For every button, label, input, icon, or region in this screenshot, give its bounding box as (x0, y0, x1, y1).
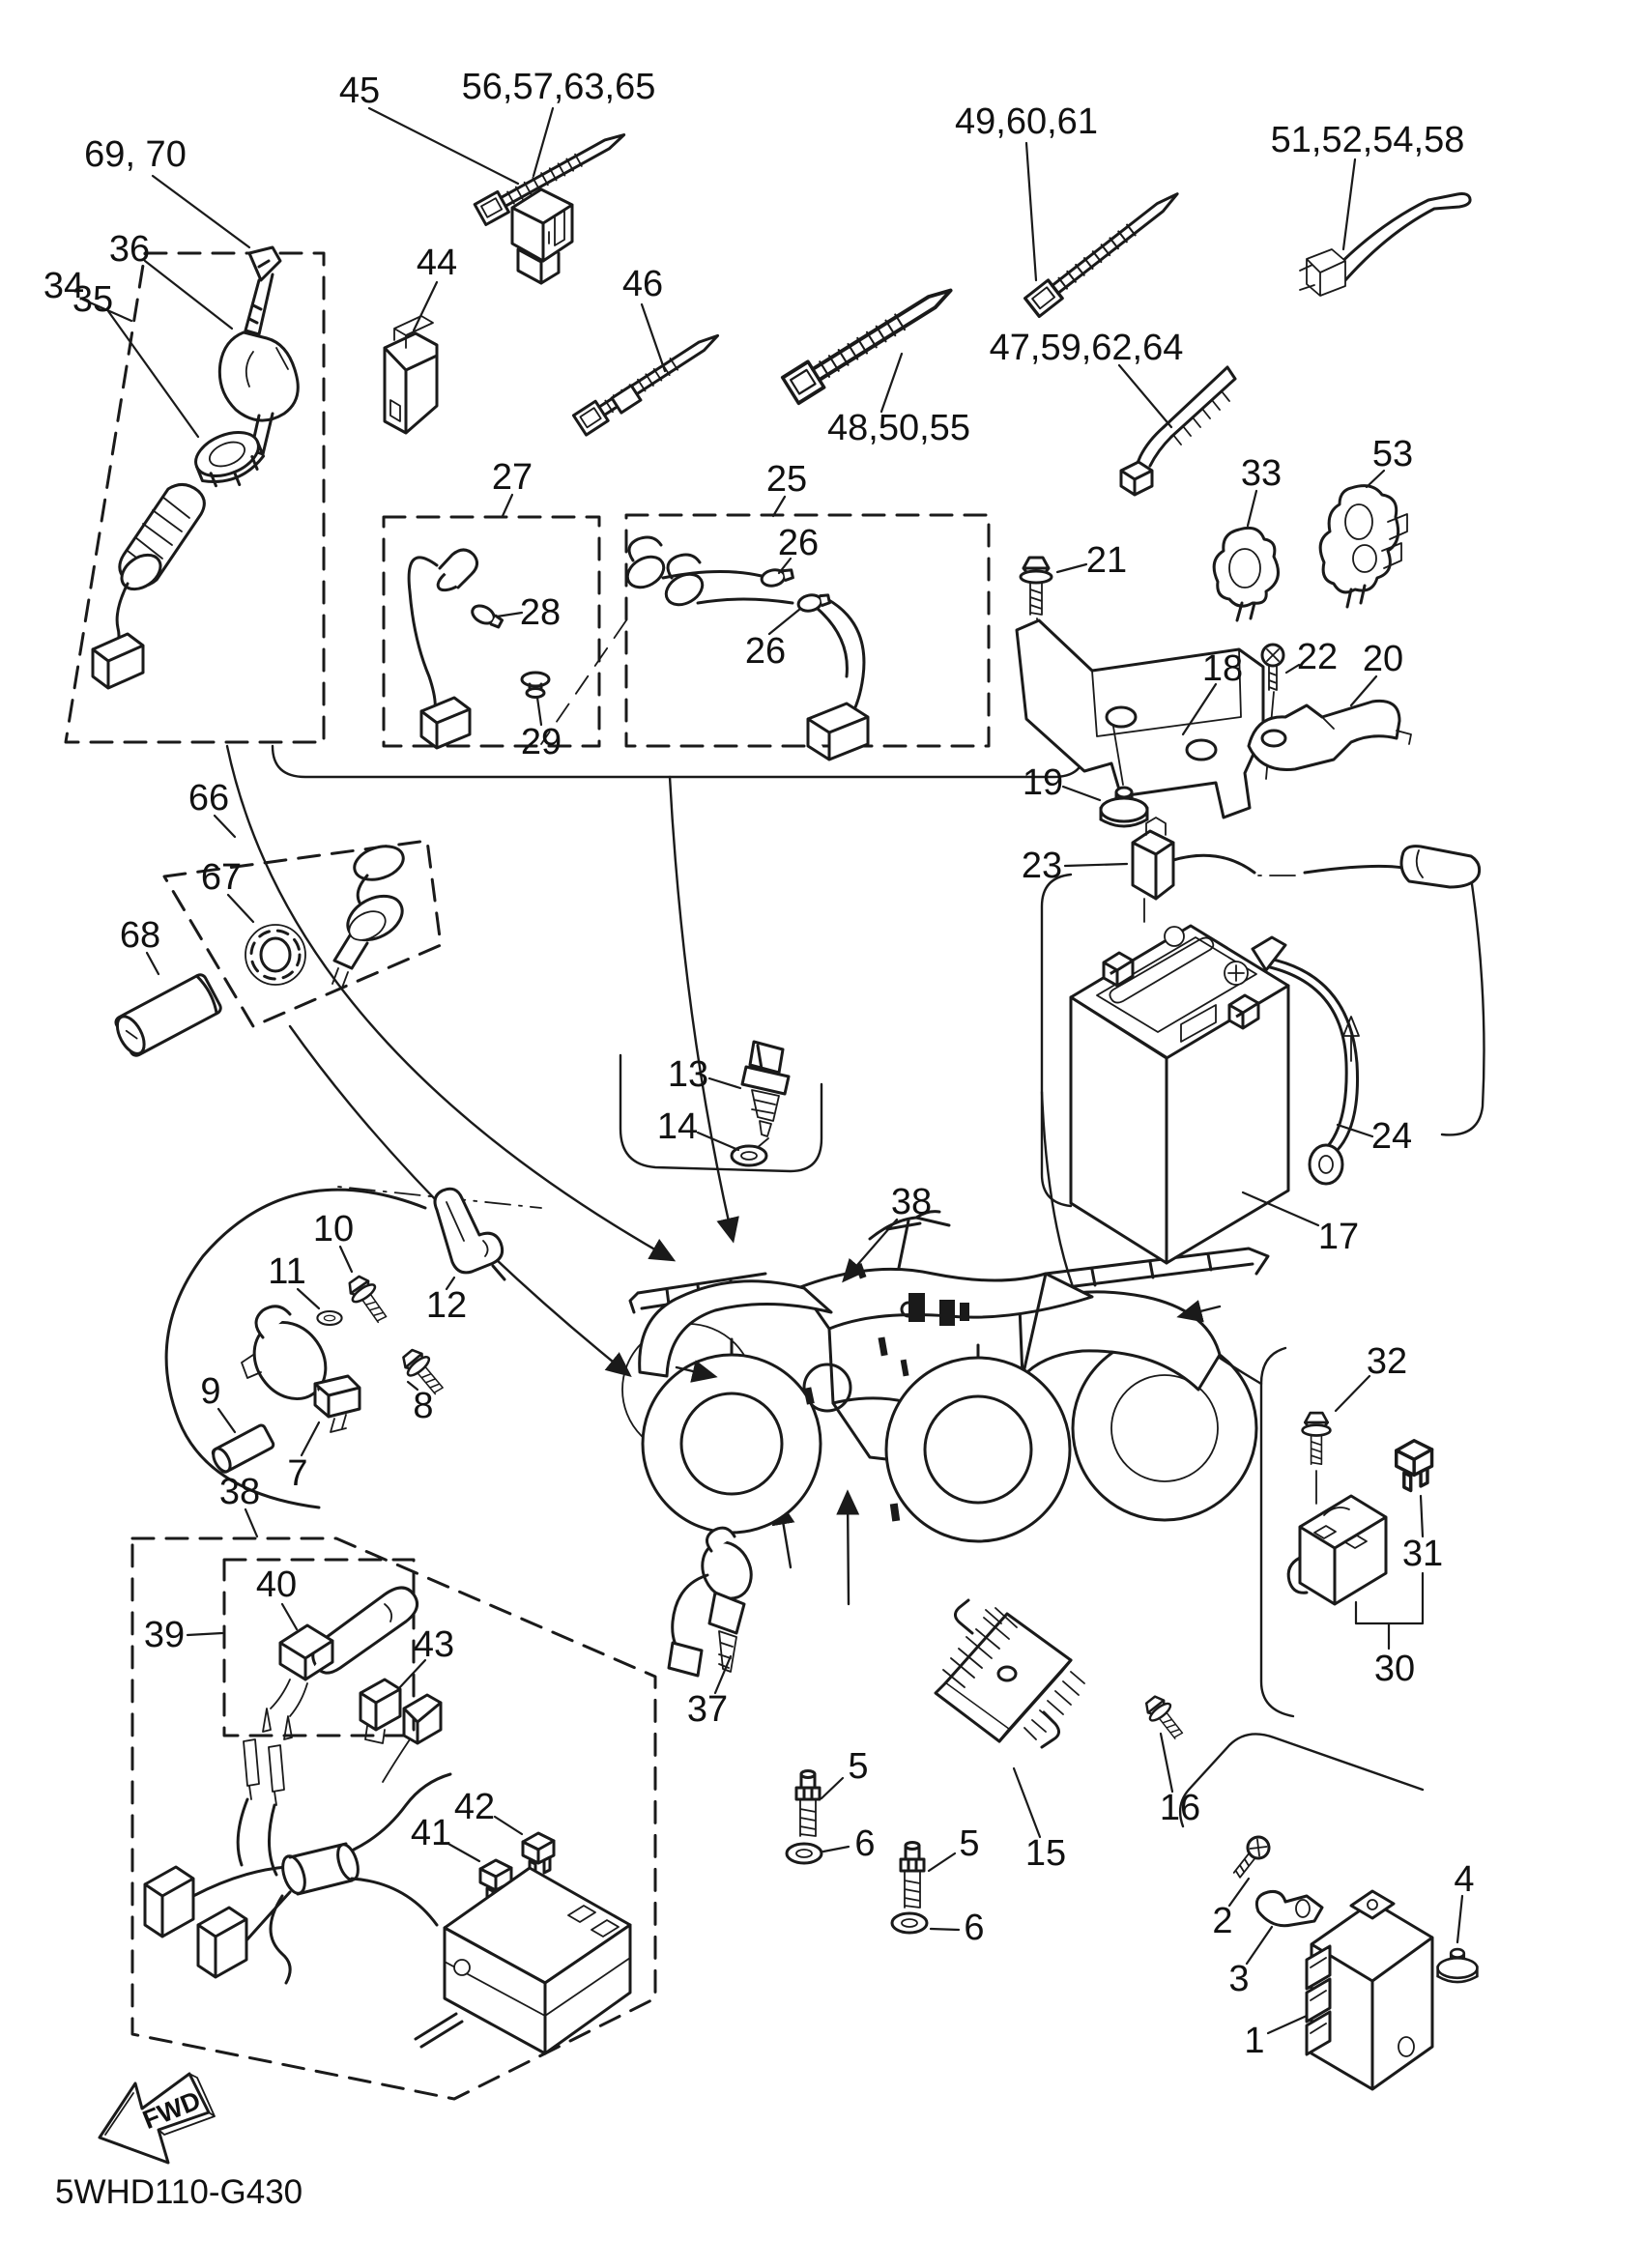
callout-38-left: 38 (218, 1472, 261, 1512)
callout-41: 41 (410, 1813, 452, 1853)
part-1-cdi-unit (1307, 1891, 1432, 2089)
callout-19: 19 (1022, 762, 1064, 803)
callout-4: 4 (1454, 1859, 1475, 1900)
part-23-battery-plus-lead (1133, 818, 1480, 922)
part-15-rectifier-regulator (936, 1600, 1084, 1747)
part-66-accessory-socket (332, 841, 410, 988)
callout-12: 12 (425, 1285, 468, 1326)
callout-11: 11 (268, 1251, 306, 1292)
part-6-washer-b (892, 1913, 927, 1933)
diagram-code: 5WHD110-G430 (55, 2173, 303, 2211)
part-6-washer-a (787, 1844, 822, 1863)
callout-69-70: 69, 70 (84, 134, 187, 175)
part-53-clamp (1320, 486, 1407, 607)
callout-56-57-63-65: 56,57,63,65 (461, 67, 656, 107)
callout-24: 24 (1370, 1116, 1413, 1157)
part-13-sensor (742, 1042, 789, 1136)
part-27-wire-lead (409, 550, 476, 748)
callout-28: 28 (519, 592, 562, 633)
part-22-screw (1262, 645, 1283, 690)
part-26-bulb-a (761, 566, 794, 588)
part-35-ring-nut (189, 424, 270, 498)
callout-35: 35 (72, 279, 114, 320)
callout-14: 14 (656, 1106, 699, 1147)
callout-6b: 6 (964, 1908, 985, 1948)
callout-5a: 5 (848, 1746, 869, 1787)
part-44-connector (385, 316, 437, 433)
part-43-relay (360, 1679, 400, 1743)
callout-27: 27 (491, 457, 533, 498)
part-48-cable-tie (783, 277, 959, 403)
callout-45: 45 (338, 71, 381, 111)
part-26-bulb-b (797, 591, 831, 613)
callout-33: 33 (1240, 453, 1283, 494)
callout-3: 3 (1228, 1959, 1250, 1999)
part-33-clamp (1214, 528, 1278, 620)
part-51-band-clamp (1300, 194, 1470, 296)
callout-48-50-55: 48,50,55 (827, 408, 970, 448)
callout-29: 29 (520, 722, 562, 762)
callout-17: 17 (1317, 1217, 1360, 1257)
part-68-spacer (111, 973, 222, 1059)
part-45-relay (512, 189, 572, 283)
callout-37: 37 (686, 1689, 729, 1730)
callout-26b: 26 (744, 631, 787, 672)
callout-36: 36 (108, 229, 151, 270)
callout-34: 34 (43, 266, 85, 306)
callout-8: 8 (413, 1386, 434, 1426)
callout-21: 21 (1085, 540, 1128, 581)
callout-67: 67 (200, 857, 243, 898)
part-46-cable-tie (573, 326, 724, 435)
callout-42: 42 (453, 1787, 496, 1827)
callout-31: 31 (1401, 1534, 1444, 1574)
part-4-grommet (1438, 1949, 1478, 1982)
callout-22: 22 (1296, 637, 1339, 677)
callout-66: 66 (187, 778, 230, 818)
callout-46: 46 (621, 264, 664, 304)
part-3-clamp (1256, 1891, 1322, 1925)
callout-7: 7 (287, 1453, 308, 1494)
part-37-speed-sensor (669, 1528, 760, 1676)
part-31-fuse (1397, 1441, 1432, 1491)
callout-6a: 6 (854, 1823, 876, 1864)
part-2-screw (1228, 1833, 1273, 1882)
callout-13: 13 (667, 1054, 709, 1095)
callout-43: 43 (413, 1624, 455, 1665)
callout-44: 44 (416, 243, 458, 283)
part-16-bolt (1140, 1692, 1188, 1743)
part-29-grommet (522, 673, 549, 698)
part-21-bolt (1021, 558, 1052, 615)
part-34-main-switch-cylinder (93, 484, 204, 688)
callout-15: 15 (1024, 1833, 1067, 1874)
callout-32: 32 (1366, 1341, 1408, 1382)
part-11-washer (317, 1311, 341, 1325)
callout-1: 1 (1244, 2021, 1265, 2061)
part-5-stud-b (901, 1843, 924, 1909)
part-32-bolt (1303, 1413, 1331, 1464)
part-69-70-key-set (219, 247, 298, 454)
fuse-box (416, 1868, 630, 2053)
callout-40: 40 (255, 1565, 298, 1605)
callout-2: 2 (1212, 1901, 1233, 1941)
part-20-bracket-plate (1249, 701, 1411, 769)
callout-38-center: 38 (890, 1182, 933, 1222)
callout-20: 20 (1362, 639, 1404, 679)
callout-49-60-61: 49,60,61 (955, 101, 1098, 142)
callout-9: 9 (200, 1371, 221, 1412)
callout-68: 68 (119, 915, 161, 956)
callout-53: 53 (1371, 434, 1414, 474)
fwd-arrow (100, 2074, 215, 2163)
callout-23: 23 (1021, 846, 1063, 886)
fwd-arrow-label: FWD (138, 2085, 205, 2136)
part-17-battery (1071, 926, 1288, 1263)
part-49-cable-tie (1025, 185, 1185, 316)
callout-16: 16 (1159, 1788, 1201, 1828)
callout-10: 10 (312, 1209, 355, 1249)
callout-51-52-54-58: 51,52,54,58 (1270, 120, 1465, 160)
harness-39-leads (145, 1695, 450, 1983)
callout-26a: 26 (777, 523, 820, 563)
callout-25: 25 (765, 459, 808, 500)
part-9-spacer (210, 1424, 274, 1475)
part-5-stud-a (796, 1771, 820, 1837)
callout-30: 30 (1373, 1649, 1416, 1689)
callout-5b: 5 (959, 1823, 980, 1864)
part-10-bolt (343, 1273, 392, 1328)
callout-39: 39 (143, 1615, 186, 1655)
part-67-lock-washer (245, 925, 305, 985)
callout-47-59-62-64: 47,59,62,64 (989, 328, 1184, 368)
callout-18: 18 (1201, 648, 1244, 689)
